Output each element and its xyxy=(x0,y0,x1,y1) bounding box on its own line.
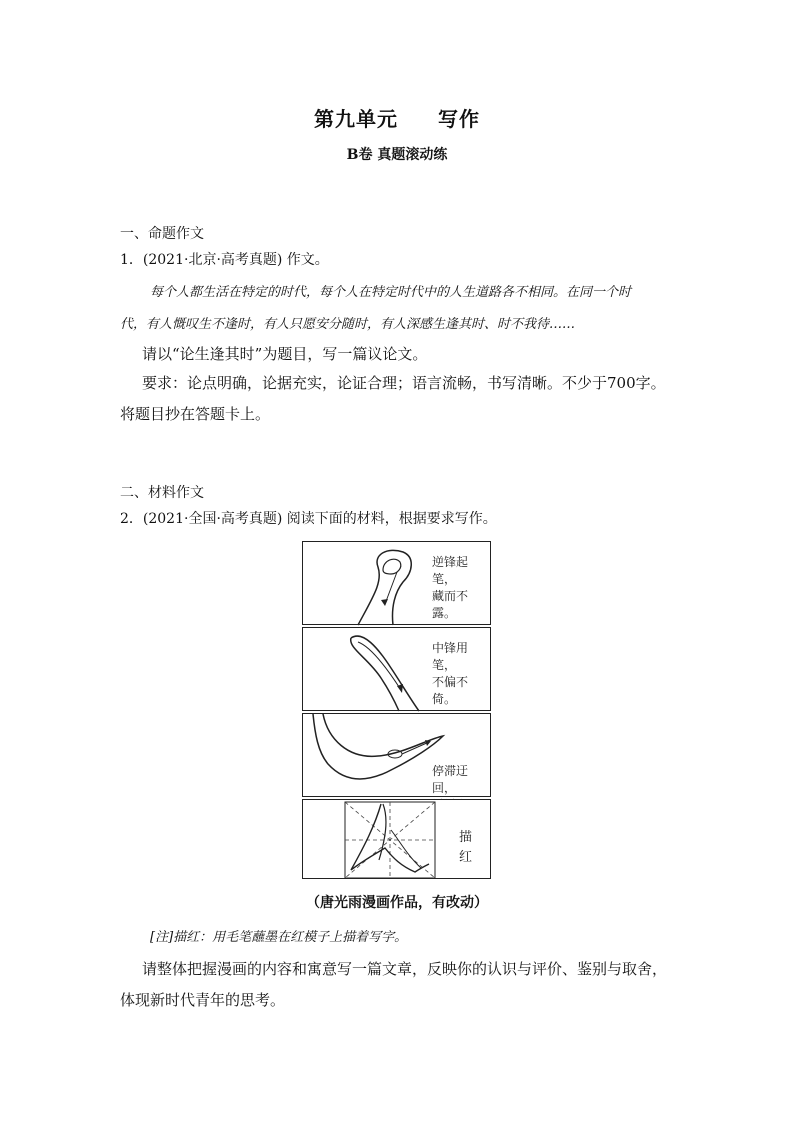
comic-panel-2 xyxy=(302,627,491,711)
panel-3-line-1: 停滞迂回， xyxy=(432,764,469,795)
comic-panel-4 xyxy=(302,799,491,879)
figure-caption: （唐光雨漫画作品，有改动） xyxy=(306,895,488,911)
panel-1-line-2: 藏而不露。 xyxy=(432,589,469,620)
quote-line-1: 每个人都生活在特定的时代，每个人在特定时代中的人生道路各不相同。在同一个时 xyxy=(150,285,632,300)
comic-panel-1 xyxy=(302,541,491,625)
panel-2-line-2: 不偏不倚。 xyxy=(432,675,469,706)
comic-panel-3 xyxy=(302,713,491,797)
page-subtitle: B卷 真题滚动练 xyxy=(346,147,448,163)
instruction-1: 请以“论生逢其时”为题目，写一篇议论文。 xyxy=(142,345,428,363)
question-2: 2．(2021·全国·高考真题) 阅读下面的材料，根据要求写作。 xyxy=(120,511,497,527)
panel-1-line-1: 逆锋起笔， xyxy=(432,555,469,586)
section1-heading: 一、命题作文 xyxy=(120,226,204,242)
panel-2-line-1: 中锋用笔， xyxy=(432,641,469,672)
title-topic: 写作 xyxy=(438,107,480,131)
title-unit: 第九单元 xyxy=(314,107,398,131)
section2-heading: 二、材料作文 xyxy=(120,485,204,501)
page-title xyxy=(0,103,794,132)
question-1: 1．(2021·北京·高考真题) 作文。 xyxy=(120,252,329,268)
requirement-1: 要求：论点明确，论据充实，论证合理；语言流畅，书写清晰。不少于700字。将题目抄在答题卡上。 xyxy=(120,374,666,423)
panel-4-line-1: 描 xyxy=(459,830,473,845)
figure-note: [注]描红：用毛笔蘸墨在红模子上描着写字。 xyxy=(150,930,408,945)
quote-line-2: 代，有人慨叹生不逢时，有人只愿安分随时，有人深感生逢其时、时不我待…… xyxy=(120,317,576,332)
writing-task: 请整体把握漫画的内容和寓意写一篇文章，反映你的认识与评价、鉴别与取舍，体现新时代青年的思考。 xyxy=(120,960,668,1009)
panel-4-line-2: 红 xyxy=(459,850,473,865)
